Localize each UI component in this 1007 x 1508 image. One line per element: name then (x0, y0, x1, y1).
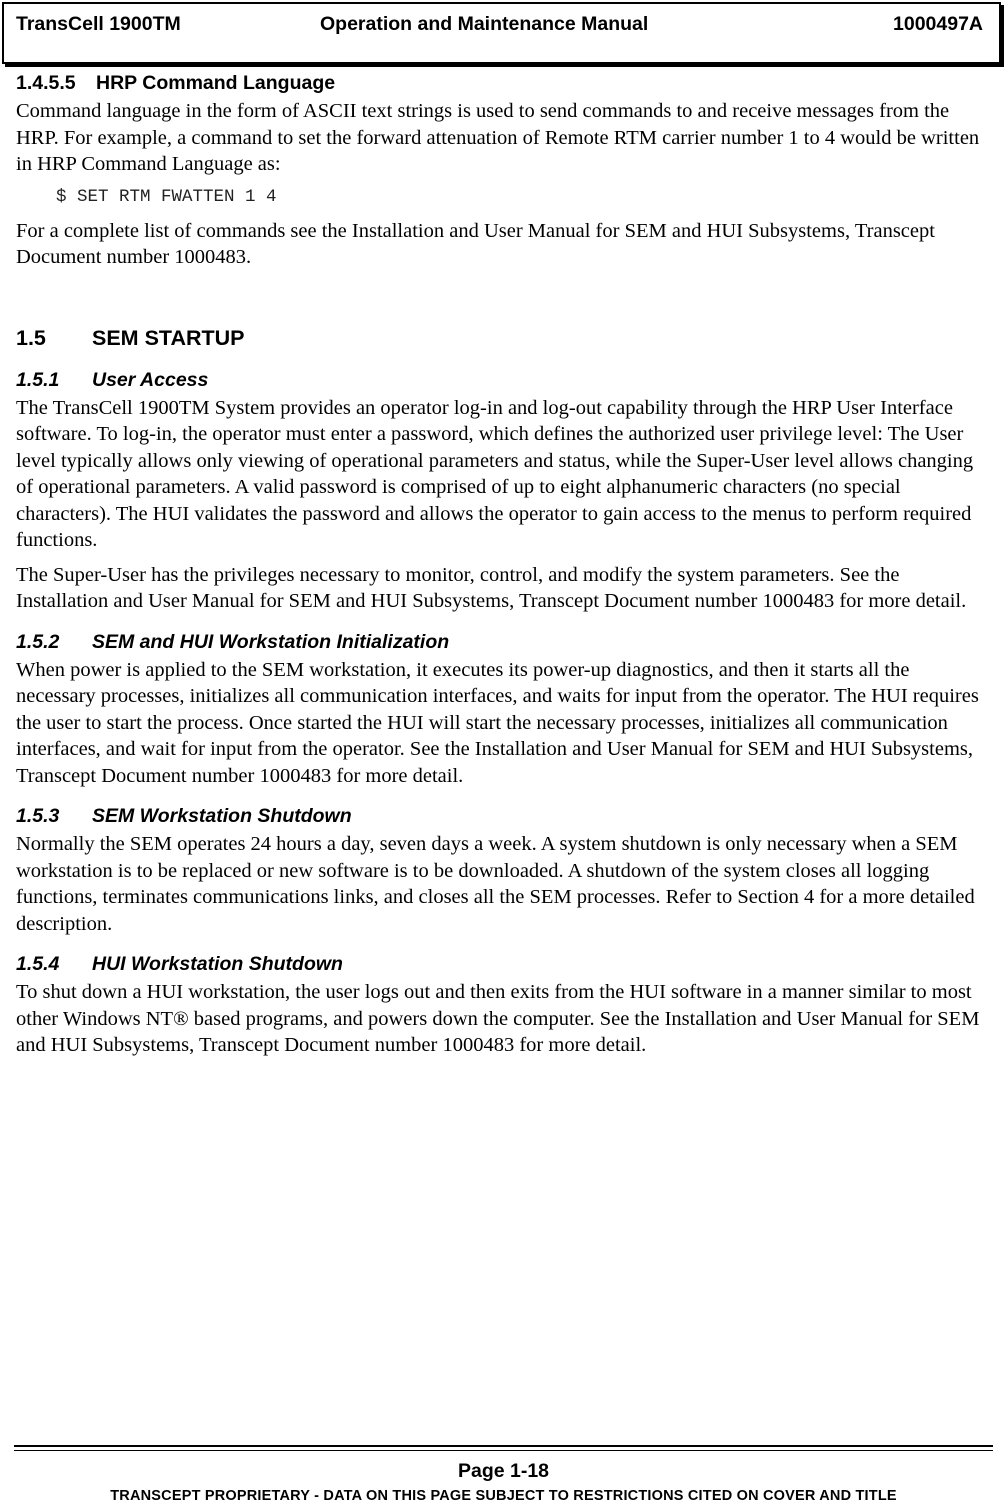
paragraph: To shut down a HUI workstation, the user logs out and then exits from the HUI software in a manner similar to most other Windows NT® based programs, and powers down the computer. See the Installation and User Manual for SEM and HUI Subsystems, Transcept Document number 1000483 for more detail. (16, 981, 980, 1056)
paragraph: For a complete list of commands see the Installation and User Manual for SEM and HUI Subsystems, Transcept Document number 1000483. (16, 219, 935, 268)
section-heading-1-4-5-5 (16, 68, 992, 98)
paragraph: Command language in the form of ASCII text strings is used to send commands to and receive messages from the HRP. For example, a command to set the forward attenuation of Remote RTM carrier number 1 to 4 would be written in HRP Command Language as: (16, 100, 980, 175)
header-product: TransCell 1900TM (16, 13, 181, 35)
section-number: 1.4.5.5 (16, 72, 76, 94)
section-title: HUI Workstation Shutdown (92, 953, 343, 975)
paragraph: The Super-User has the privileges necessary to monitor, control, and modify the system parameters. See the Installation and User Manual for SEM and HUI Subsystems, Transcept Document number 1000483 for more detail. (16, 563, 967, 612)
section-number: 1.5.3 (16, 805, 60, 827)
section-number: 1.5.4 (16, 953, 60, 975)
paragraph: When power is applied to the SEM workstation, it executes its power-up diagnostics, and then it starts all the necessary processes, initializes all communication interfaces, and waits for input from the operator. The HUI requires the user to start the process. Once started the HUI will start the necessary processes, initializes all communication interfaces, and wait for input from the operator. See the Installation and User Manual for SEM and HUI Subsystems, Transcept Document number 1000483 for more detail. (16, 658, 979, 787)
page-header (2, 2, 1001, 64)
section-heading-1-5-2 (16, 627, 992, 657)
section-heading-1-5-1 (16, 365, 992, 395)
page-number: Page 1-18 (457, 1460, 550, 1482)
section-title: SEM Workstation Shutdown (92, 805, 352, 827)
paragraph: The TransCell 1900TM System provides an operator log-in and log-out capability through the HRP User Interface software. To log-in, the operator must enter a password, which defines the authorized user privilege level: The User level typically allows only viewing of operational parameters and status, while the Super-User level allows changing of operational parameters. A valid password is comprised of up to eight alphanumeric characters (no special characters). The HUI validates the password and allows the operator to gain access to the menus to perform required functions. (16, 396, 974, 551)
section-title: User Access (92, 368, 209, 391)
header-manual-title: Operation and Maintenance Manual (320, 13, 649, 35)
section-number: 1.5.2 (16, 630, 60, 653)
section-heading-1-5-3 (16, 801, 992, 831)
header-doc-number: 1000497A (893, 13, 983, 35)
section-heading-1-5-4 (16, 949, 992, 979)
code-example: $ SET RTM FWATTEN 1 4 (56, 186, 277, 207)
section-title: SEM and HUI Workstation Initialization (92, 630, 450, 653)
section-number: 1.5 (16, 325, 46, 350)
proprietary-notice: TRANSCEPT PROPRIETARY - DATA ON THIS PAGE SUBJECT TO RESTRICTIONS CITED ON COVER AND TITLE (110, 1488, 897, 1504)
footer-divider (14, 1445, 993, 1447)
footer-divider-thin (14, 1450, 993, 1451)
section-heading-1-5 (16, 323, 992, 353)
page-body (16, 68, 992, 1059)
section-title: SEM STARTUP (92, 325, 245, 350)
section-number: 1.5.1 (16, 368, 60, 391)
section-title: HRP Command Language (96, 72, 336, 94)
paragraph: Normally the SEM operates 24 hours a day, seven days a week. A system shutdown is only necessary when a SEM workstation is to be replaced or new software is to be downloaded. A shutdown of the system closes all logging functions, terminates communications links, and closes all the SEM processes. Refer to Section 4 for a more detailed description. (16, 833, 975, 935)
